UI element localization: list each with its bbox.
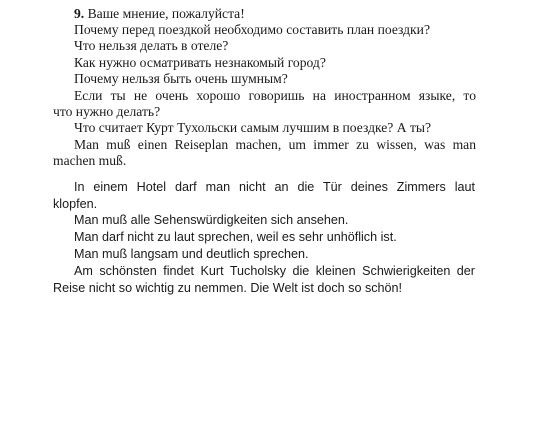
answer-line: Am schönsten findet Kurt Tucholsky die kleinen Schwierigkeiten der [74, 264, 475, 278]
question-line: Что считает Курт Тухольски самым лучшим в поездке? А ты? [74, 120, 432, 135]
answer-line: Man darf nicht zu laut sprechen, weil es sehr unhöflich ist. [74, 230, 397, 244]
question-line: Почему перед поездкой необходимо составить план поездки? [74, 22, 430, 37]
answer-line: Reise nicht so wichtig zu nemmen. Die Welt ist doch so schön! [53, 281, 403, 295]
answer-line: In einem Hotel darf man nicht an die Tür deines Zimmers laut [74, 180, 475, 194]
exercise-heading [74, 6, 245, 22]
answer-line: Man muß langsam und deutlich sprechen. [74, 247, 309, 261]
exercise-number: 9. [74, 6, 85, 21]
question-line: Если ты не очень хорошо говоришь на иностранном языке, то [74, 88, 476, 103]
question-line: Как нужно осматривать незнакомый город? [74, 55, 326, 70]
answer-line: klopfen. [53, 197, 98, 211]
question-line: Что нельзя делать в отеле? [74, 38, 229, 53]
exercise-title: Ваше мнение, пожалуйста! [87, 6, 245, 21]
answer-line: Man muß einen Reiseplan machen, um immer zu wissen, was man [74, 137, 476, 152]
question-line: что нужно делать? [53, 104, 161, 119]
answer-line: machen muß. [53, 153, 127, 168]
question-line: Почему нельзя быть очень шумным? [74, 71, 288, 86]
answer-line: Man muß alle Sehenswürdigkeiten sich ansehen. [74, 213, 349, 227]
